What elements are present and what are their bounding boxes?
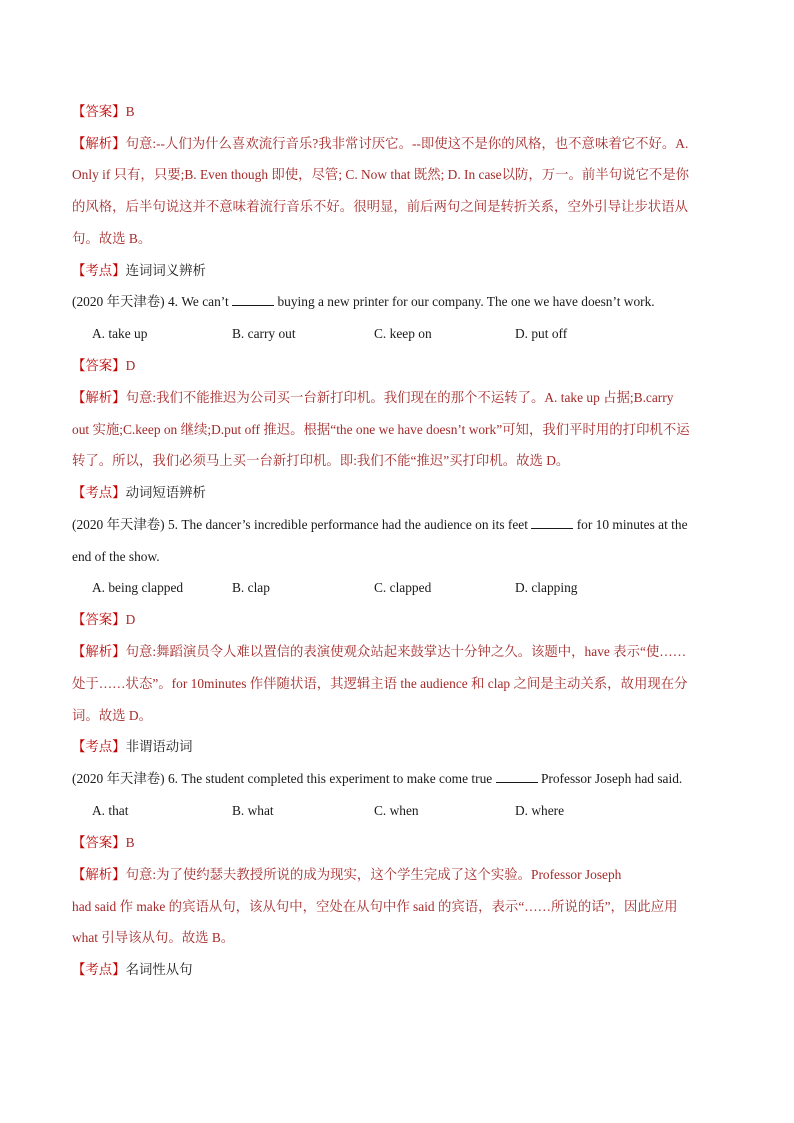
q3-answer-line bbox=[72, 103, 724, 121]
option-b: B. clap bbox=[232, 580, 270, 595]
analysis-tag: 【解析】 bbox=[72, 644, 126, 659]
question-source: (2020 年天津卷) 4. We can’t bbox=[72, 294, 229, 309]
answer-tag: 【答案】 bbox=[72, 835, 126, 850]
point-tag: 【考点】 bbox=[72, 263, 126, 278]
q6-answer-line bbox=[72, 834, 724, 852]
q5-analysis-line bbox=[72, 643, 724, 661]
answer-blank bbox=[496, 770, 538, 783]
analysis-tag: 【解析】 bbox=[72, 136, 126, 151]
option-c: C. keep on bbox=[374, 326, 432, 341]
q6-analysis-line bbox=[72, 866, 724, 884]
option-a: A. take up bbox=[92, 326, 148, 341]
q5-answer-line bbox=[72, 611, 724, 629]
q3-analysis-line bbox=[72, 135, 724, 153]
question-source: (2020 年天津卷) 5. The dancer’s incredible performance had the audience on its feet bbox=[72, 517, 528, 532]
q6-analysis-line: had said 作 make 的宾语从句，该从句中，空处在从句中作 said 的宾语，表示“……所说的话”，因此应用 bbox=[72, 899, 678, 914]
point-tag: 【考点】 bbox=[72, 962, 126, 977]
analysis-text: 句意:我们不能推迟为公司买一台新打印机。我们现在的那个不运转了。A. take up 占据;B.carry bbox=[125, 390, 674, 405]
q3-analysis-line: 句。故选 B。 bbox=[72, 231, 152, 246]
option-c: C. when bbox=[374, 803, 419, 818]
analysis-text: 句意:--人们为什么喜欢流行音乐?我非常讨厌它。--即使这不是你的风格，也不意味着它不好。A. bbox=[125, 136, 689, 151]
analysis-text: 句意:舞蹈演员令人难以置信的表演使观众站起来鼓掌达十分钟之久。该题中，have 表示“使…… bbox=[125, 644, 687, 659]
option-d: D. where bbox=[515, 803, 565, 818]
option-d: D. put off bbox=[515, 326, 568, 341]
analysis-tag: 【解析】 bbox=[72, 390, 126, 405]
q4-analysis-line bbox=[72, 389, 724, 407]
q4-stem bbox=[72, 293, 724, 311]
q5-stem-continued: end of the show. bbox=[72, 549, 160, 564]
answer-blank bbox=[531, 516, 573, 529]
point-text: 动词短语辨析 bbox=[125, 485, 206, 500]
q5-analysis-line: 处于……状态”。for 10minutes 作伴随状语，其逻辑主语 the audience 和 clap 之间是主动关系，故用现在分 bbox=[72, 676, 688, 691]
answer-blank bbox=[232, 293, 274, 306]
q4-analysis-line: out 实施;C.keep on 继续;D.put off 推迟。根据“the one we have doesn’t work”可知，我们平时用的打印机不运 bbox=[72, 422, 690, 437]
option-b: B. what bbox=[232, 803, 274, 818]
q3-analysis-line: 的风格，后半句说这并不意味着流行音乐不好。很明显，前后两句之间是转折关系，空外引导让步状语从 bbox=[72, 199, 688, 214]
q4-analysis-line: 转了。所以，我们必须马上买一台新打印机。即:我们不能“推迟”买打印机。故选 D。 bbox=[72, 453, 570, 468]
q4-answer-line bbox=[72, 357, 724, 375]
answer-value: B bbox=[125, 104, 135, 119]
question-stem: Professor Joseph had said. bbox=[540, 771, 683, 786]
point-text: 名词性从句 bbox=[125, 962, 193, 977]
analysis-tag: 【解析】 bbox=[72, 867, 126, 882]
point-text: 非谓语动词 bbox=[125, 739, 193, 754]
option-a: A. that bbox=[92, 803, 129, 818]
answer-value: D bbox=[125, 358, 136, 373]
question-stem: for 10 minutes at the bbox=[576, 517, 688, 532]
q5-stem bbox=[72, 516, 724, 534]
q6-analysis-line: what 引导该从句。故选 B。 bbox=[72, 930, 235, 945]
question-source: (2020 年天津卷) 6. The student completed this experiment to make come true bbox=[72, 771, 493, 786]
point-tag: 【考点】 bbox=[72, 485, 126, 500]
q5-point-line bbox=[72, 738, 724, 756]
answer-value: D bbox=[125, 612, 136, 627]
option-b: B. carry out bbox=[232, 326, 296, 341]
q4-point-line bbox=[72, 484, 724, 502]
question-stem: buying a new printer for our company. The one we have doesn’t work. bbox=[277, 294, 655, 309]
q5-analysis-line: 词。故选 D。 bbox=[72, 708, 152, 723]
option-d: D. clapping bbox=[515, 580, 578, 595]
answer-tag: 【答案】 bbox=[72, 104, 126, 119]
answer-value: B bbox=[125, 835, 135, 850]
analysis-text: 句意:为了使约瑟夫教授所说的成为现实，这个学生完成了这个实验。Professor Joseph bbox=[125, 867, 622, 882]
point-text: 连词词义辨析 bbox=[125, 263, 206, 278]
q3-analysis-line: Only if 只有，只要;B. Even though 即使，尽管; C. Now that 既然; D. In case以防，万一。前半句说它不是你 bbox=[72, 167, 690, 182]
q6-point-line bbox=[72, 961, 724, 979]
point-tag: 【考点】 bbox=[72, 739, 126, 754]
option-a: A. being clapped bbox=[92, 580, 184, 595]
option-c: C. clapped bbox=[374, 580, 432, 595]
q6-stem bbox=[72, 770, 724, 788]
answer-tag: 【答案】 bbox=[72, 358, 126, 373]
q3-point-line bbox=[72, 262, 724, 280]
answer-tag: 【答案】 bbox=[72, 612, 126, 627]
